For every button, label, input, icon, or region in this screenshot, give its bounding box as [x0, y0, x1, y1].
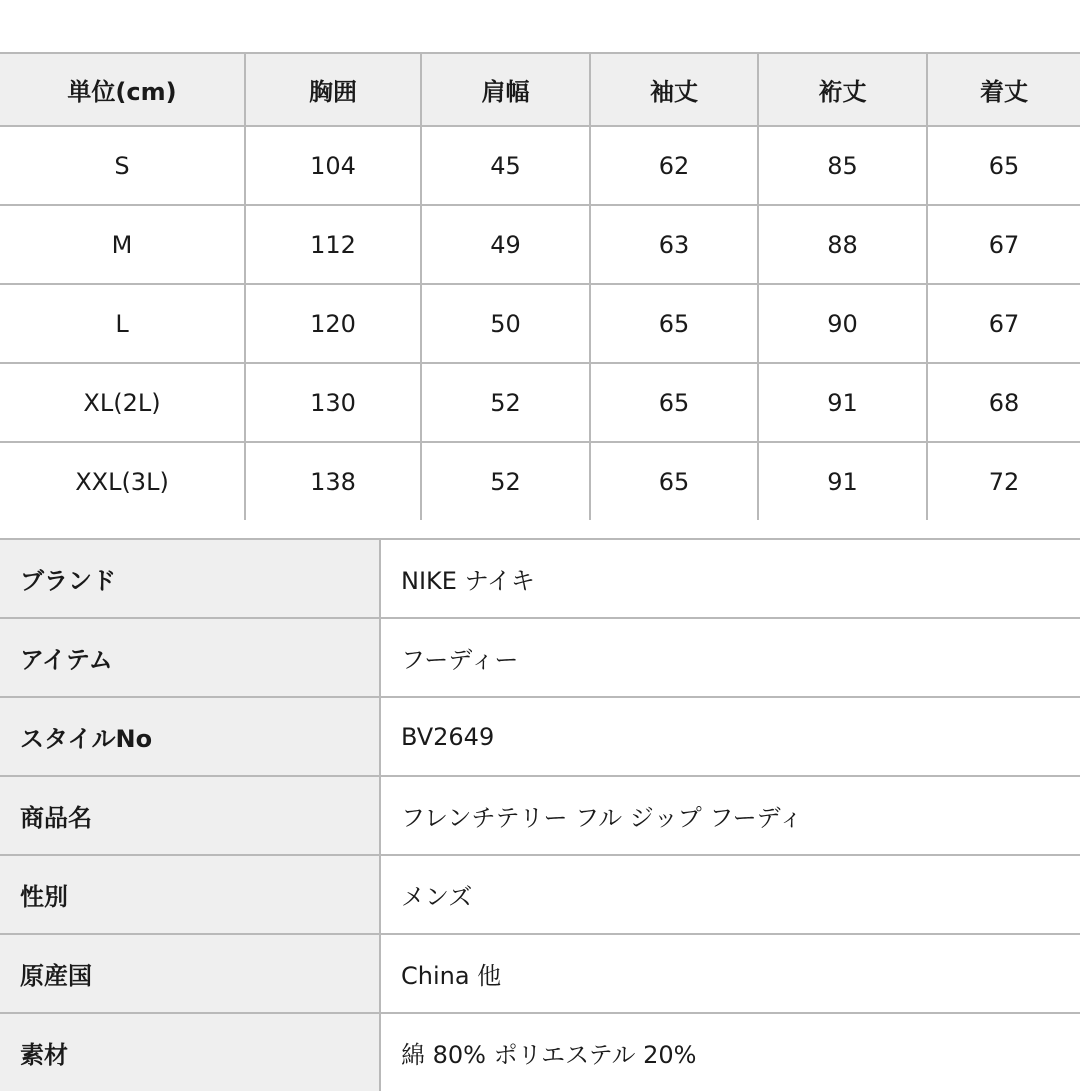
table-row: [0, 284, 1080, 363]
header-chest: 胸囲: [245, 53, 421, 126]
product-spec-table: [0, 538, 1080, 1091]
chest-value: 120: [245, 284, 421, 363]
spec-row-origin: [0, 934, 1080, 1013]
spec-label: 原産国: [0, 934, 380, 1013]
spec-value: メンズ: [380, 855, 1080, 934]
table-row: [0, 363, 1080, 442]
chest-value: 138: [245, 442, 421, 520]
table-row: [0, 205, 1080, 284]
table-row: [0, 442, 1080, 520]
spec-label: ブランド: [0, 539, 380, 618]
spec-row-brand: [0, 539, 1080, 618]
size-chart-header-row: [0, 53, 1080, 126]
shoulder-value: 52: [421, 363, 590, 442]
chest-value: 130: [245, 363, 421, 442]
size-label: L: [0, 284, 245, 363]
length-value: 68: [927, 363, 1080, 442]
header-length: 着丈: [927, 53, 1080, 126]
sleeve-value: 63: [590, 205, 758, 284]
spec-row-product-name: [0, 776, 1080, 855]
spec-label: 商品名: [0, 776, 380, 855]
spec-value: フレンチテリー フル ジップ フーディ: [380, 776, 1080, 855]
yuki-value: 91: [758, 442, 927, 520]
spec-label: 性別: [0, 855, 380, 934]
spec-value: 綿 80% ポリエステル 20%: [401, 1041, 697, 1069]
spec-value: BV2649: [380, 697, 1080, 776]
yuki-value: 91: [758, 363, 927, 442]
spec-row-item: [0, 618, 1080, 697]
size-label: XL(2L): [0, 363, 245, 442]
sleeve-value: 65: [590, 363, 758, 442]
spec-row-gender: [0, 855, 1080, 934]
yuki-value: 90: [758, 284, 927, 363]
sleeve-value: 65: [590, 442, 758, 520]
spec-value: NIKE ナイキ: [380, 539, 1080, 618]
header-sleeve: 袖丈: [590, 53, 758, 126]
header-unit: 単位(cm): [0, 53, 245, 126]
spec-value: フーディー: [380, 618, 1080, 697]
shoulder-value: 52: [421, 442, 590, 520]
length-value: 72: [927, 442, 1080, 520]
spec-row-style-no: [0, 697, 1080, 776]
table-row: [0, 126, 1080, 205]
shoulder-value: 50: [421, 284, 590, 363]
spec-label: 素材: [0, 1013, 380, 1091]
spec-row-material: [0, 1013, 1080, 1091]
header-yuki: 裄丈: [758, 53, 927, 126]
sleeve-value: 62: [590, 126, 758, 205]
length-value: 67: [927, 205, 1080, 284]
shoulder-value: 45: [421, 126, 590, 205]
shoulder-value: 49: [421, 205, 590, 284]
spec-label: スタイルNo: [0, 697, 380, 776]
spec-value: China 他: [380, 934, 1080, 1013]
header-shoulder: 肩幅: [421, 53, 590, 126]
yuki-value: 88: [758, 205, 927, 284]
chest-value: 104: [245, 126, 421, 205]
yuki-value: 85: [758, 126, 927, 205]
size-label: S: [0, 126, 245, 205]
spec-label: アイテム: [0, 618, 380, 697]
size-chart-table: [0, 52, 1080, 520]
size-label: M: [0, 205, 245, 284]
length-value: 67: [927, 284, 1080, 363]
length-value: 65: [927, 126, 1080, 205]
size-label: XXL(3L): [75, 467, 169, 496]
sleeve-value: 65: [590, 284, 758, 363]
chest-value: 112: [245, 205, 421, 284]
